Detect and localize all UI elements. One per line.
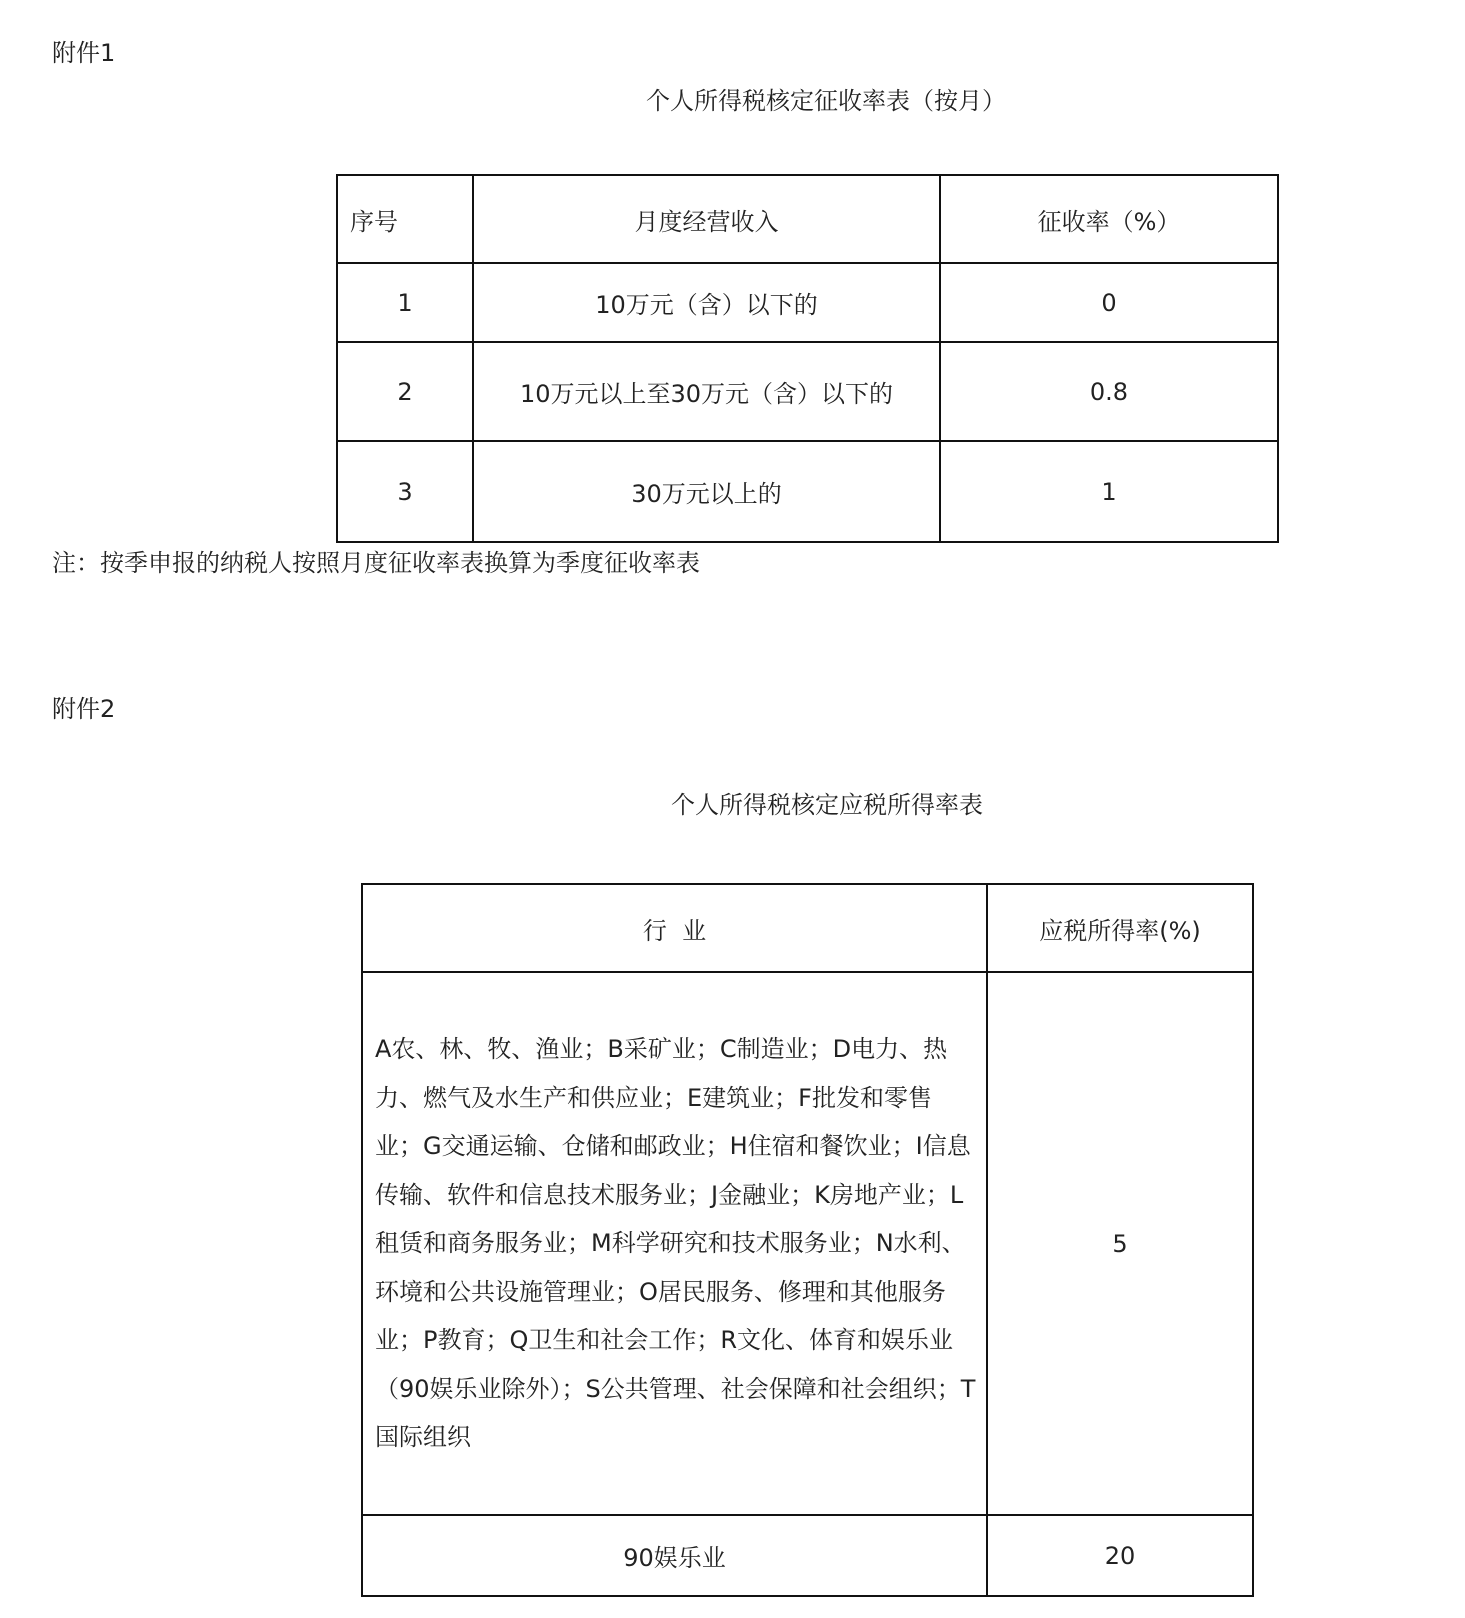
cell-taxable-rate: 20: [987, 1515, 1253, 1596]
cell-rate: 0: [940, 263, 1278, 342]
table-header-row: [337, 175, 1278, 263]
cell-seq: 1: [337, 263, 473, 342]
cell-income: 30万元以上的: [473, 441, 940, 542]
attachment2-title: 个人所得税核定应税所得率表: [671, 791, 983, 819]
attachment1-note: 注：按季申报的纳税人按照月度征收率表换算为季度征收率表: [52, 549, 700, 577]
cell-industry-list: A农、林、牧、渔业；B采矿业；C制造业；D电力、热力、燃气及水生产和供应业；E建筑业；F批发和零售业；G交通运输、仓储和邮政业；H住宿和餐饮业；I信息传输、软件和信息技术服务业；J金融业；K房地产业；L租赁和商务服务业；M科学研究和技术服务业；N水利、环境和公共设施管理业；O居民服务、修理和其他服务业；P教育；Q卫生和社会工作；R文化、体育和娱乐业（90娱乐业除外）；S公共管理、社会保障和社会组织；T国际组织: [362, 972, 987, 1515]
table-header-row: [362, 884, 1253, 972]
attachment1-label: 附件1: [52, 39, 116, 67]
attachment2-label: 附件2: [52, 695, 116, 723]
collection-rate-table: [336, 174, 1279, 543]
cell-income: 10万元（含）以下的: [473, 263, 940, 342]
table-row: [337, 441, 1278, 542]
cell-industry: 90娱乐业: [362, 1515, 987, 1596]
header-monthly-income: 月度经营收入: [473, 175, 940, 263]
taxable-income-rate-table: [361, 883, 1254, 1597]
header-seq: 序号: [337, 175, 473, 263]
table-row: [362, 972, 1253, 1515]
table-row: [337, 342, 1278, 441]
table-row: [362, 1515, 1253, 1596]
cell-seq: 3: [337, 441, 473, 542]
cell-taxable-rate: 5: [987, 972, 1253, 1515]
cell-rate: 1: [940, 441, 1278, 542]
header-rate: 征收率（%）: [940, 175, 1278, 263]
cell-income: 10万元以上至30万元（含）以下的: [473, 342, 940, 441]
table-row: [337, 263, 1278, 342]
header-taxable-rate: 应税所得率(%): [987, 884, 1253, 972]
attachment1-title: 个人所得税核定征收率表（按月）: [646, 87, 1006, 115]
cell-seq: 2: [337, 342, 473, 441]
header-industry: 行 业: [362, 884, 987, 972]
cell-rate: 0.8: [940, 342, 1278, 441]
